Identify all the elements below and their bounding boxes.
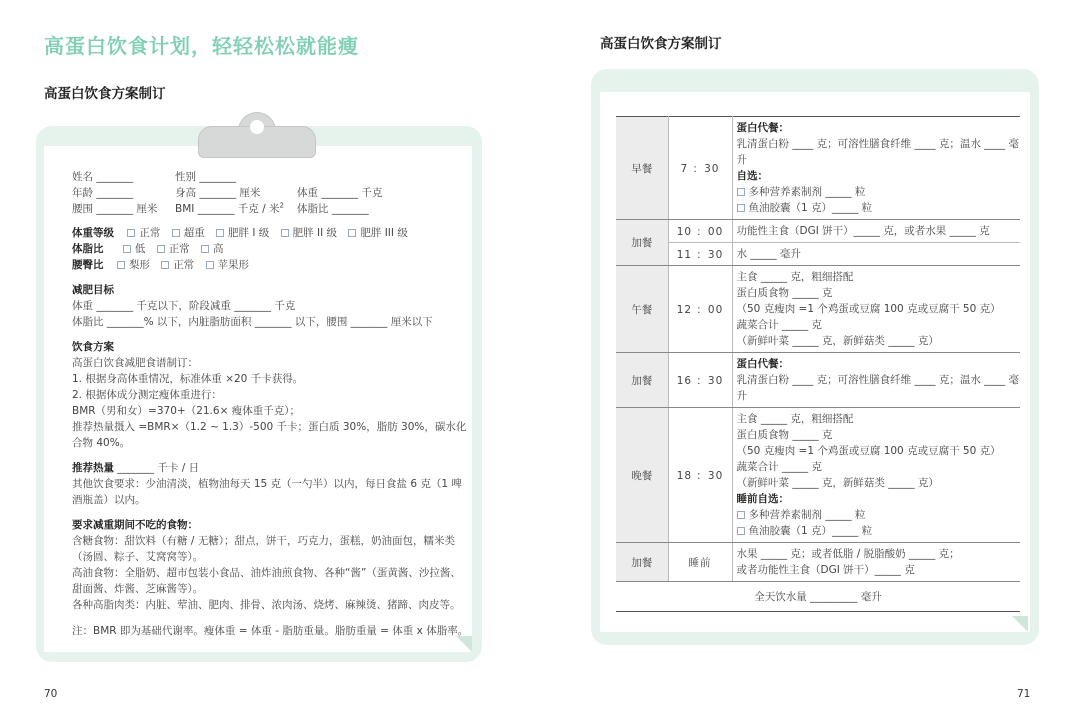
- content-line: [737, 168, 1021, 184]
- line-text: 乳清蛋白粉 ____ 克；可溶性膳食纤维 ____ 克；温水 ____ 毫升: [736, 374, 1020, 402]
- checkbox[interactable]: [172, 229, 180, 237]
- weight-level-row: [72, 226, 408, 240]
- line-text: 睡前自选：: [736, 493, 789, 505]
- time-cell: 睡前: [668, 543, 732, 582]
- meal-cell: 加餐: [616, 220, 668, 266]
- table-row: [616, 408, 1020, 543]
- table-row: [616, 266, 1020, 353]
- checkbox[interactable]: [737, 204, 745, 212]
- bmi-field: [175, 201, 284, 216]
- line-text: （50 克瘦肉 =1 个鸡蛋或豆腐 100 克或豆腐干 50 克）: [736, 303, 1001, 315]
- content-line: [737, 491, 1021, 507]
- content-line: [737, 269, 1021, 285]
- line-text: 蛋白代餐：: [736, 358, 789, 370]
- line-text: 蔬菜合计 _____ 克: [736, 461, 822, 473]
- avoid-line: 高油食物：全脂奶、超市包装小食品、油炸油煎食物、各种“酱”（蛋黄酱、沙拉酱、: [72, 567, 461, 579]
- line-text: 乳清蛋白粉 ____ 克；可溶性膳食纤维 ____ 克；温水 ____ 毫升: [736, 138, 1020, 166]
- bmi-superscript: 2: [279, 201, 284, 210]
- calories-heading: 推荐热量: [72, 462, 114, 474]
- section-title-right: 高蛋白饮食方案制订: [600, 36, 722, 52]
- option-label: 超重: [183, 227, 205, 239]
- waist-hip-label: 腰臀比: [72, 259, 104, 271]
- goal-line: 体脂比 _______% 以下，内脏脂肪面积 _______ 以下，腰围 _______ 厘米以下: [72, 316, 433, 328]
- paper-fold-left: [456, 636, 472, 652]
- meal-cell: 加餐: [616, 353, 668, 408]
- checkbox[interactable]: [737, 188, 745, 196]
- main-title: 高蛋白饮食计划，轻轻松松就能瘦: [44, 34, 359, 58]
- content-line: [737, 223, 1021, 239]
- meal-cell: 加餐: [616, 543, 668, 582]
- clipboard-clip-icon: [198, 112, 316, 158]
- goal-line: 体重 _______ 千克以下，阶段减重 _______ 千克: [72, 300, 296, 312]
- time-cell: 7 ：30: [668, 117, 732, 220]
- option-label: 肥胖 III 级: [360, 227, 408, 239]
- option-label: 高: [213, 243, 224, 255]
- age-field: 年龄 _______: [72, 187, 134, 199]
- avoid-heading: 要求减重期间不吃的食物：: [72, 519, 198, 531]
- height-field: 身高 _______ 厘米: [175, 187, 261, 199]
- section-title-left: 高蛋白饮食方案制订: [44, 86, 166, 102]
- line-text: 主食 _____ 克，粗细搭配: [736, 413, 854, 425]
- diet-plan-line: 2. 根据体成分测定瘦体重进行：: [72, 389, 222, 401]
- bmi-label: BMI _______ 千克 / 米: [175, 203, 280, 215]
- content-line: [737, 246, 1021, 262]
- content-cell: [732, 353, 1020, 408]
- checkbox[interactable]: [737, 527, 745, 535]
- checkbox[interactable]: [206, 261, 214, 269]
- content-line: [737, 136, 1021, 168]
- content-line: [737, 475, 1021, 491]
- line-text: 蔬菜合计 _____ 克: [736, 319, 822, 331]
- name-field: 姓名 _______: [72, 171, 134, 183]
- checkbox[interactable]: [216, 229, 224, 237]
- checkbox-line: [737, 184, 1021, 200]
- content-line: [737, 301, 1021, 317]
- checkbox[interactable]: [201, 245, 209, 253]
- option-label: 正常: [139, 227, 161, 239]
- body-fat-row: [72, 242, 224, 256]
- content-line: [737, 372, 1021, 404]
- content-line: [737, 427, 1021, 443]
- time-cell: 18 ：30: [668, 408, 732, 543]
- meal-cell: 午餐: [616, 266, 668, 353]
- checkbox[interactable]: [127, 229, 135, 237]
- line-text: 水果 _____ 克；或者低脂 / 脱脂酸奶 _____ 克；: [736, 548, 960, 560]
- diet-plan-line: BMR（男和女）=370+（21.6× 瘦体重千克）；: [72, 405, 300, 417]
- content-line: [737, 356, 1021, 372]
- calories-row: [72, 461, 199, 475]
- footnote: 注：BMR 即为基础代谢率。瘦体重 = 体重 - 脂肪重量。脂肪重量 = 体重 x 体脂率。: [72, 625, 469, 637]
- line-text: （50 克瘦肉 =1 个鸡蛋或豆腐 100 克或豆腐干 50 克）: [736, 445, 1001, 457]
- content-cell: [732, 543, 1020, 582]
- line-text: 主食 _____ 克，粗细搭配: [736, 271, 854, 283]
- diet-plan-line: 高蛋白饮食减肥食谱制订：: [72, 357, 198, 369]
- time-cell: 11 ：30: [668, 243, 732, 266]
- content-cell: [732, 266, 1020, 353]
- waist-field: 腰围 _______ 厘米: [72, 203, 158, 215]
- line-text: 蛋白质食物 _____ 克: [736, 287, 833, 299]
- option-label: 低: [134, 243, 146, 255]
- diet-plan-line: 合物 40%。: [72, 437, 131, 449]
- paper-fold-right: [1012, 616, 1028, 632]
- avoid-line: 甜面酱、炸酱、芝麻酱等）。: [72, 583, 204, 595]
- line-text: 自选：: [736, 170, 768, 182]
- content-line: [737, 546, 1021, 562]
- option-label: 肥胖 I 级: [228, 227, 270, 239]
- line-text: （新鲜叶菜 _____ 克，新鲜菇类 _____ 克）: [736, 335, 939, 347]
- time-cell: 12 ：00: [668, 266, 732, 353]
- line-text: （新鲜叶菜 _____ 克，新鲜菇类 _____ 克）: [736, 477, 939, 489]
- line-text: 多种营养素制剂 _____ 粒: [748, 186, 866, 198]
- avoid-line: （汤圆、粽子、艾窝窝等）。: [72, 551, 204, 563]
- line-text: 功能性主食（DGI 饼干）_____ 克，或者水果 _____ 克: [736, 225, 990, 237]
- waist-hip-row: [72, 258, 249, 272]
- checkbox-line: [737, 200, 1021, 216]
- checkbox[interactable]: [281, 229, 289, 237]
- line-text: 鱼油胶囊（1 克）_____ 粒: [748, 202, 873, 214]
- total-row: [616, 582, 1020, 612]
- calories-line: 酒瓶盖）以内。: [72, 494, 146, 506]
- content-line: [737, 333, 1021, 349]
- content-cell: [732, 220, 1020, 243]
- line-text: 或者功能性主食（DGI 饼干）_____ 克: [736, 564, 915, 576]
- line-text: 鱼油胶囊（1 克）_____ 粒: [748, 525, 873, 537]
- content-cell: [732, 408, 1020, 543]
- body-fat-label: 体脂比: [72, 243, 104, 255]
- option-label: 正常: [168, 243, 190, 255]
- table-row: [616, 543, 1020, 582]
- body-fat-field: 体脂比 _______: [297, 203, 369, 215]
- option-label: 正常: [173, 259, 195, 271]
- line-text: 蛋白质食物 _____ 克: [736, 429, 833, 441]
- gender-field: 性别 _______: [175, 171, 237, 183]
- meal-cell: 早餐: [616, 117, 668, 220]
- content-line: [737, 120, 1021, 136]
- avoid-line: 各种高脂肉类：内脏、荤油、肥肉、排骨、浓肉汤、烧烤、麻辣烫、猪蹄、肉皮等。: [72, 599, 461, 611]
- checkbox[interactable]: [157, 245, 165, 253]
- weight-level-label: 体重等级: [72, 227, 114, 239]
- table-row: [616, 220, 1020, 243]
- weight-field: 体重 _______ 千克: [297, 187, 383, 199]
- checkbox[interactable]: [123, 245, 131, 253]
- checkbox[interactable]: [161, 261, 169, 269]
- time-cell: 16 ：30: [668, 353, 732, 408]
- page-number-left: 70: [44, 688, 58, 700]
- content-cell: [732, 117, 1020, 220]
- table-row: [616, 353, 1020, 408]
- meal-plan-table: [616, 116, 1020, 612]
- option-label: 肥胖 II 级: [292, 227, 338, 239]
- time-cell: 10 ：00: [668, 220, 732, 243]
- checkbox-line: [737, 507, 1021, 523]
- total-water: 全天饮水量 _________ 毫升: [616, 582, 1020, 612]
- line-text: 多种营养素制剂 _____ 粒: [748, 509, 866, 521]
- content-line: [737, 443, 1021, 459]
- meal-cell: 晚餐: [616, 408, 668, 543]
- diet-plan-heading: 饮食方案: [72, 341, 114, 353]
- page-number-right: 71: [1017, 688, 1031, 700]
- line-text: 蛋白代餐：: [736, 122, 789, 134]
- goal-heading: 减肥目标: [72, 284, 114, 296]
- avoid-line: 含糖食物：甜饮料（有糖 / 无糖）；甜点，饼干，巧克力，蛋糕，奶油面包，糯米类: [72, 535, 455, 547]
- content-line: [737, 285, 1021, 301]
- option-label: 梨形: [128, 259, 150, 271]
- content-line: [737, 562, 1021, 578]
- checkbox[interactable]: [117, 261, 125, 269]
- content-line: [737, 459, 1021, 475]
- diet-plan-line: 1. 根据身高体重情况，标准体重 ×20 千卡获得。: [72, 373, 304, 385]
- content-line: [737, 411, 1021, 427]
- calories-blank: _______ 千卡 / 日: [114, 462, 200, 474]
- checkbox[interactable]: [737, 511, 745, 519]
- table-row: [616, 243, 1020, 266]
- checkbox[interactable]: [348, 229, 356, 237]
- option-label: 苹果形: [217, 259, 250, 271]
- content-line: [737, 317, 1021, 333]
- table-row: [616, 117, 1020, 220]
- calories-line: 其他饮食要求：少油清淡，植物油每天 15 克（一勺半）以内，每日食盐 6 克（1 啤: [72, 478, 462, 490]
- diet-plan-line: 推荐热量摄入 =BMR×（1.2 ~ 1.3）-500 千卡；蛋白质 30%，脂肪 30%，碳水化: [72, 421, 467, 433]
- checkbox-line: [737, 523, 1021, 539]
- line-text: 水 _____ 毫升: [736, 248, 801, 260]
- content-cell: [732, 243, 1020, 266]
